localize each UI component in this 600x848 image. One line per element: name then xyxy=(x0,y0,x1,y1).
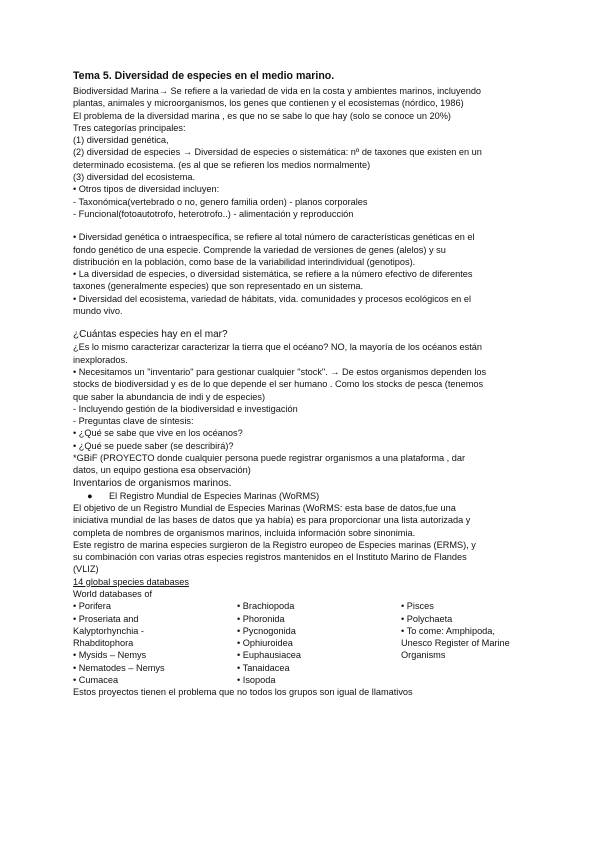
text-line: • ¿Qué se puede saber (se describirá)? xyxy=(73,440,234,451)
databases-column-1 xyxy=(73,600,237,686)
list-item: • Cumacea xyxy=(73,675,119,686)
list-item: • Mysids – Nemys xyxy=(73,650,147,661)
list-item: • Brachiopoda xyxy=(237,601,295,612)
intro-paragraph xyxy=(73,85,533,220)
text-line: Tres categorías principales: xyxy=(73,122,186,133)
text-line: fondo genético de una especie. Comprende la variedad de versiones de genes (alelos) y su xyxy=(73,244,446,255)
bullet-icon: ● xyxy=(87,490,93,501)
databases-columns xyxy=(73,600,533,686)
text-line: • Necesitamos un "inventario" para gestionar cualquier "stock". → De estos organismos dependen los xyxy=(73,366,487,377)
list-item: Kalyptorhynchia - xyxy=(73,625,144,636)
text-line: (3) diversidad del ecosistema. xyxy=(73,172,196,183)
text-line: • Diversidad genética o intraespecífica, se refiere al total número de características genéticas en el xyxy=(73,232,475,243)
text-line: mundo vivo. xyxy=(73,306,123,317)
inventory-heading: Inventarios de organismos marinos. xyxy=(73,477,232,489)
text-line: que saber la abundancia de indi y de especies) xyxy=(73,391,266,402)
list-item: • Nematodes – Nemys xyxy=(73,662,165,673)
document-page xyxy=(73,70,533,699)
text-line: completa de nombres de organismos marinos, incluida información sobre sinonimia. xyxy=(73,527,416,538)
closing-line: Estos proyectos tienen el problema que no todos los grupos son igual de llamativos xyxy=(73,687,413,698)
list-item: • Pycnogonida xyxy=(237,625,296,636)
text-line: Este registro de marina especies surgieron de la Registro europeo de Especies marinas (ERMS), y xyxy=(73,539,476,550)
text-line: Biodiversidad Marina→ Se refiere a la variedad de vida en la costa y ambientes marinos, incluyendo xyxy=(73,86,482,96)
list-item: • Ophiuroidea xyxy=(237,638,293,649)
text-line: distribución en la población, como base de la variabilidad interindividual (genotipos). xyxy=(73,256,416,267)
text-line: - Incluyendo gestión de la biodiversidad e investigación xyxy=(73,403,298,414)
text-line: El problema de la diversidad marina , es que no se sabe lo que hay (solo se conoce un 20%) xyxy=(73,110,451,121)
document-title: Tema 5. Diversidad de especies en el medio marino. xyxy=(73,70,335,82)
text-line: datos, un equipo gestiona esa observación) xyxy=(73,465,251,476)
list-item: • Proseriata and xyxy=(73,613,139,624)
list-item: • To come: Amphipoda, xyxy=(401,625,495,636)
text-line: • Otros tipos de diversidad incluyen: xyxy=(73,184,220,195)
text-line: - Funcional(fotoautotrofo, heterotrofo..) - alimentación y reproducción xyxy=(73,208,354,219)
text-line: plantas, animales y microorganismos, los genes que contienen y el ecosistemas (nórdico, 1986) xyxy=(73,98,464,109)
text-line: • La diversidad de especies, o diversidad sistemática, se refiere a la número efectivo de diferentes xyxy=(73,269,473,280)
species-paragraph xyxy=(73,341,533,476)
text-line: stocks de biodiversidad y es de lo que depende el ser humano . Como los stocks de pesca (tenemos xyxy=(73,379,484,390)
databases-subheading: World databases of xyxy=(73,588,152,599)
list-item: Organisms xyxy=(401,650,446,661)
text-line: (VLIZ) xyxy=(73,564,99,575)
worms-paragraph xyxy=(73,502,533,576)
text-line: - Taxonómica(vertebrado o no, genero familia orden) - planos corporales xyxy=(73,196,368,207)
list-item: • Euphausiacea xyxy=(237,650,302,661)
databases-column-3 xyxy=(401,600,533,686)
databases-heading: 14 global species databases xyxy=(73,576,189,587)
worms-bullet-text: El Registro Mundial de Especies Marinas (WoRMS) xyxy=(109,490,320,501)
text-line: (2) diversidad de especies → Diversidad de especies o sistemática: nº de taxones que existen en un xyxy=(73,147,482,158)
text-line: iniciativa mundial de las bases de datos que ya había) es para proporcionar una lista autorizada y xyxy=(73,515,471,526)
list-item: • Porifera xyxy=(73,601,111,612)
spacer xyxy=(73,220,533,231)
list-item: Unesco Register of Marine xyxy=(401,638,510,649)
databases-column-2 xyxy=(237,600,401,686)
text-line: (1) diversidad genética, xyxy=(73,135,169,146)
list-item: Rhabditophora xyxy=(73,638,134,649)
species-heading: ¿Cuántas especies hay en el mar? xyxy=(73,329,228,341)
text-line: inexplorados. xyxy=(73,354,128,365)
spacer xyxy=(73,317,533,328)
worms-bullet-item xyxy=(73,490,533,502)
list-item: • Pisces xyxy=(401,601,434,612)
list-item: • Isopoda xyxy=(237,675,276,686)
text-line: su combinación con varias otras especies registros mantenidos en el Instituto Marino de Flandes xyxy=(73,552,467,563)
list-item: • Polychaeta xyxy=(401,613,453,624)
text-line: taxones (generalmente especies) que son representado en un sistema. xyxy=(73,281,364,292)
text-line: determinado ecosistema. (es al que se refieren los medios normalmente) xyxy=(73,159,371,170)
text-line: *GBiF (PROYECTO donde cualquier persona puede registrar organismos a una plataforma , dar xyxy=(73,453,466,464)
list-item: • Tanaidacea xyxy=(237,662,290,673)
list-item: • Phoronida xyxy=(237,613,285,624)
text-line: El objetivo de un Registro Mundial de Especies Marinas (WoRMS: esta base de datos,fue una xyxy=(73,502,456,513)
diversity-paragraph xyxy=(73,231,533,317)
text-line: ¿Es lo mismo caracterizar caracterizar la tierra que el océano? NO, la mayoría de los océanos están xyxy=(73,342,483,353)
text-line: - Preguntas clave de síntesis: xyxy=(73,416,194,427)
text-line: • ¿Qué se sabe que vive en los océanos? xyxy=(73,428,243,439)
text-line: • Diversidad del ecosistema, variedad de hábitats, vida. comunidades y procesos ecológicos en el xyxy=(73,293,471,304)
